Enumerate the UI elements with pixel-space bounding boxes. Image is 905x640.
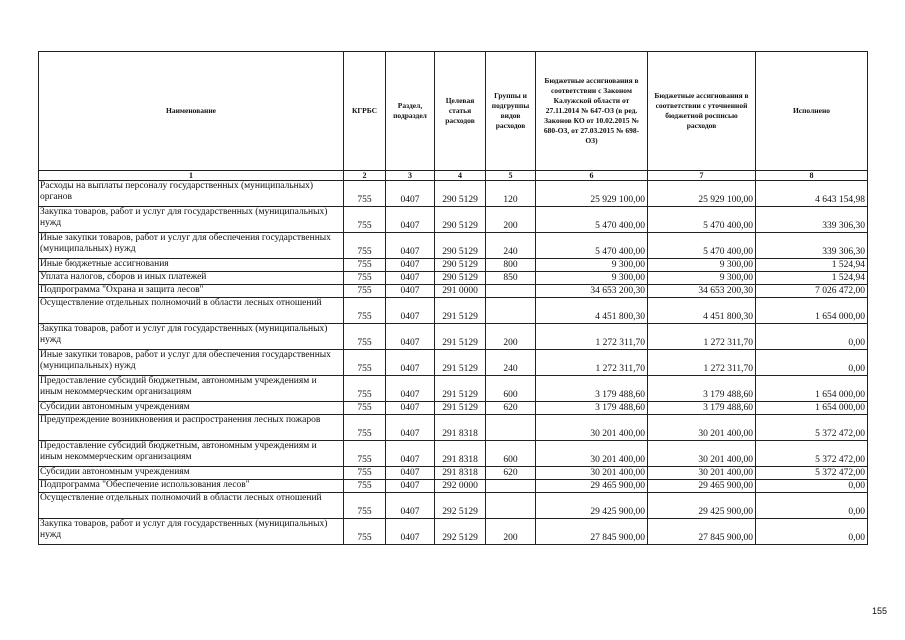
cell-target: 291 5129 xyxy=(435,402,486,415)
cell-kgrbs: 755 xyxy=(344,519,386,545)
cell-name: Иные бюджетные ассигнования xyxy=(39,259,344,272)
cell-kgrbs: 755 xyxy=(344,259,386,272)
cell-target: 291 8318 xyxy=(435,467,486,480)
cell-group: 240 xyxy=(486,233,536,259)
header-executed: Исполнено xyxy=(756,52,868,171)
budget-table-sheet xyxy=(38,51,867,545)
cell-roster-allocation: 5 470 400,00 xyxy=(648,207,756,233)
cell-executed: 1 654 000,00 xyxy=(756,402,868,415)
cell-executed: 339 306,30 xyxy=(756,207,868,233)
cell-roster-allocation: 29 425 900,00 xyxy=(648,493,756,519)
cell-name: Подпрограмма "Обеспечение использования лесов" xyxy=(39,480,344,493)
column-number: 7 xyxy=(648,171,756,181)
cell-target: 290 5129 xyxy=(435,272,486,285)
cell-roster-allocation: 3 179 488,60 xyxy=(648,376,756,402)
cell-kgrbs: 755 xyxy=(344,324,386,350)
cell-group: 620 xyxy=(486,402,536,415)
cell-law-allocation: 34 653 200,30 xyxy=(536,285,648,298)
cell-roster-allocation: 1 272 311,70 xyxy=(648,324,756,350)
cell-section: 0407 xyxy=(386,441,435,467)
cell-group: 240 xyxy=(486,350,536,376)
cell-target: 292 5129 xyxy=(435,519,486,545)
cell-roster-allocation: 9 300,00 xyxy=(648,272,756,285)
table-row xyxy=(39,181,868,207)
cell-target: 291 5129 xyxy=(435,324,486,350)
cell-executed: 1 654 000,00 xyxy=(756,298,868,324)
cell-executed: 5 372 472,00 xyxy=(756,441,868,467)
cell-law-allocation: 5 470 400,00 xyxy=(536,233,648,259)
cell-law-allocation: 29 425 900,00 xyxy=(536,493,648,519)
table-row xyxy=(39,376,868,402)
table-row xyxy=(39,207,868,233)
table-row xyxy=(39,272,868,285)
cell-target: 290 5129 xyxy=(435,181,486,207)
column-number: 4 xyxy=(435,171,486,181)
cell-name: Закупка товаров, работ и услуг для государственных (муниципальных) нужд xyxy=(39,324,344,350)
cell-kgrbs: 755 xyxy=(344,285,386,298)
cell-law-allocation: 29 465 900,00 xyxy=(536,480,648,493)
cell-group: 120 xyxy=(486,181,536,207)
header-roster-allocation: Бюджетные ассигнования в соответствии с уточненной бюджетной росписью расходов xyxy=(648,52,756,171)
cell-law-allocation: 9 300,00 xyxy=(536,259,648,272)
cell-law-allocation: 9 300,00 xyxy=(536,272,648,285)
table-row xyxy=(39,298,868,324)
cell-roster-allocation: 9 300,00 xyxy=(648,259,756,272)
cell-name: Осуществление отдельных полномочий в области лесных отношений xyxy=(39,493,344,519)
cell-law-allocation: 1 272 311,70 xyxy=(536,324,648,350)
cell-name: Иные закупки товаров, работ и услуг для обеспечения государственных (муниципальных) нужд xyxy=(39,233,344,259)
cell-law-allocation: 3 179 488,60 xyxy=(536,376,648,402)
cell-group: 850 xyxy=(486,272,536,285)
cell-group: 600 xyxy=(486,441,536,467)
cell-executed: 4 643 154,98 xyxy=(756,181,868,207)
column-number: 8 xyxy=(756,171,868,181)
cell-name: Иные закупки товаров, работ и услуг для обеспечения государственных (муниципальных) нужд xyxy=(39,350,344,376)
cell-name: Субсидии автономным учреждениям xyxy=(39,467,344,480)
cell-kgrbs: 755 xyxy=(344,415,386,441)
cell-roster-allocation: 25 929 100,00 xyxy=(648,181,756,207)
cell-roster-allocation: 30 201 400,00 xyxy=(648,441,756,467)
cell-section: 0407 xyxy=(386,324,435,350)
column-number: 5 xyxy=(486,171,536,181)
budget-table xyxy=(38,51,868,545)
cell-group xyxy=(486,285,536,298)
table-row xyxy=(39,467,868,480)
header-law-allocation: Бюджетные ассигнования в соответствии с Законом Калужской области от 27.11.2014 № 647-ОЗ (в ред. Законов КО от 10.02.2015 № 680-ОЗ, от 27.03.2015 № 698-ОЗ) xyxy=(536,52,648,171)
cell-section: 0407 xyxy=(386,285,435,298)
cell-target: 291 5129 xyxy=(435,376,486,402)
cell-law-allocation: 4 451 800,30 xyxy=(536,298,648,324)
cell-target: 290 5129 xyxy=(435,207,486,233)
cell-section: 0407 xyxy=(386,181,435,207)
cell-group xyxy=(486,415,536,441)
cell-roster-allocation: 5 470 400,00 xyxy=(648,233,756,259)
cell-name: Предоставление субсидий бюджетным, автономным учреждениям и иным некоммерческим организациям xyxy=(39,441,344,467)
cell-target: 291 8318 xyxy=(435,415,486,441)
cell-target: 290 5129 xyxy=(435,259,486,272)
cell-executed: 0,00 xyxy=(756,324,868,350)
cell-section: 0407 xyxy=(386,350,435,376)
cell-kgrbs: 755 xyxy=(344,493,386,519)
cell-executed: 0,00 xyxy=(756,480,868,493)
cell-target: 292 0000 xyxy=(435,480,486,493)
cell-kgrbs: 755 xyxy=(344,402,386,415)
cell-group: 620 xyxy=(486,467,536,480)
column-number: 1 xyxy=(39,171,344,181)
cell-roster-allocation: 4 451 800,30 xyxy=(648,298,756,324)
cell-kgrbs: 755 xyxy=(344,441,386,467)
cell-target: 292 5129 xyxy=(435,493,486,519)
cell-group xyxy=(486,298,536,324)
cell-section: 0407 xyxy=(386,415,435,441)
cell-kgrbs: 755 xyxy=(344,350,386,376)
cell-group: 800 xyxy=(486,259,536,272)
table-row xyxy=(39,415,868,441)
cell-section: 0407 xyxy=(386,467,435,480)
cell-target: 291 5129 xyxy=(435,298,486,324)
cell-name: Закупка товаров, работ и услуг для государственных (муниципальных) нужд xyxy=(39,207,344,233)
cell-executed: 0,00 xyxy=(756,493,868,519)
cell-roster-allocation: 3 179 488,60 xyxy=(648,402,756,415)
cell-target: 290 5129 xyxy=(435,233,486,259)
cell-executed: 1 524,94 xyxy=(756,272,868,285)
cell-kgrbs: 755 xyxy=(344,272,386,285)
table-row xyxy=(39,259,868,272)
column-number: 3 xyxy=(386,171,435,181)
table-row xyxy=(39,350,868,376)
header-section: Раздел, подраздел xyxy=(386,52,435,171)
cell-roster-allocation: 1 272 311,70 xyxy=(648,350,756,376)
cell-law-allocation: 3 179 488,60 xyxy=(536,402,648,415)
cell-section: 0407 xyxy=(386,298,435,324)
cell-section: 0407 xyxy=(386,519,435,545)
cell-name: Предоставление субсидий бюджетным, автономным учреждениям и иным некоммерческим организациям xyxy=(39,376,344,402)
table-row xyxy=(39,519,868,545)
cell-target: 291 8318 xyxy=(435,441,486,467)
cell-executed: 1 654 000,00 xyxy=(756,376,868,402)
cell-section: 0407 xyxy=(386,207,435,233)
cell-group xyxy=(486,493,536,519)
cell-executed: 5 372 472,00 xyxy=(756,467,868,480)
cell-law-allocation: 30 201 400,00 xyxy=(536,415,648,441)
header-row xyxy=(39,52,868,171)
table-row xyxy=(39,402,868,415)
cell-executed: 0,00 xyxy=(756,350,868,376)
table-row xyxy=(39,285,868,298)
cell-executed: 339 306,30 xyxy=(756,233,868,259)
cell-law-allocation: 25 929 100,00 xyxy=(536,181,648,207)
table-row xyxy=(39,441,868,467)
cell-executed: 5 372 472,00 xyxy=(756,415,868,441)
cell-kgrbs: 755 xyxy=(344,298,386,324)
header-group: Группы и подгруппы видов расходов xyxy=(486,52,536,171)
page-number: 155 xyxy=(871,606,887,616)
cell-kgrbs: 755 xyxy=(344,181,386,207)
cell-roster-allocation: 30 201 400,00 xyxy=(648,467,756,480)
table-row xyxy=(39,233,868,259)
cell-group xyxy=(486,480,536,493)
cell-name: Субсидии автономным учреждениям xyxy=(39,402,344,415)
table-row xyxy=(39,493,868,519)
cell-executed: 0,00 xyxy=(756,519,868,545)
cell-section: 0407 xyxy=(386,493,435,519)
cell-kgrbs: 755 xyxy=(344,233,386,259)
cell-group: 200 xyxy=(486,324,536,350)
header-kgrbs: КГРБС xyxy=(344,52,386,171)
cell-kgrbs: 755 xyxy=(344,207,386,233)
cell-section: 0407 xyxy=(386,259,435,272)
cell-section: 0407 xyxy=(386,402,435,415)
cell-roster-allocation: 30 201 400,00 xyxy=(648,415,756,441)
cell-law-allocation: 30 201 400,00 xyxy=(536,467,648,480)
cell-roster-allocation: 34 653 200,30 xyxy=(648,285,756,298)
cell-section: 0407 xyxy=(386,480,435,493)
cell-group: 200 xyxy=(486,207,536,233)
column-number-row xyxy=(39,171,868,181)
header-name: Наименование xyxy=(39,52,344,171)
cell-target: 291 5129 xyxy=(435,350,486,376)
cell-law-allocation: 27 845 900,00 xyxy=(536,519,648,545)
cell-name: Подпрограмма "Охрана и защита лесов" xyxy=(39,285,344,298)
cell-section: 0407 xyxy=(386,233,435,259)
cell-executed: 1 524,94 xyxy=(756,259,868,272)
cell-name: Уплата налогов, сборов и иных платежей xyxy=(39,272,344,285)
cell-section: 0407 xyxy=(386,272,435,285)
header-target: Целевая статья расходов xyxy=(435,52,486,171)
cell-executed: 7 026 472,00 xyxy=(756,285,868,298)
cell-name: Предупреждение возникновения и распространения лесных пожаров xyxy=(39,415,344,441)
column-number: 2 xyxy=(344,171,386,181)
cell-name: Расходы на выплаты персоналу государственных (муниципальных) органов xyxy=(39,181,344,207)
cell-target: 291 0000 xyxy=(435,285,486,298)
cell-law-allocation: 30 201 400,00 xyxy=(536,441,648,467)
cell-law-allocation: 5 470 400,00 xyxy=(536,207,648,233)
cell-section: 0407 xyxy=(386,376,435,402)
table-row xyxy=(39,324,868,350)
cell-kgrbs: 755 xyxy=(344,480,386,493)
column-number: 6 xyxy=(536,171,648,181)
cell-name: Закупка товаров, работ и услуг для государственных (муниципальных) нужд xyxy=(39,519,344,545)
cell-kgrbs: 755 xyxy=(344,467,386,480)
cell-group: 200 xyxy=(486,519,536,545)
cell-group: 600 xyxy=(486,376,536,402)
cell-law-allocation: 1 272 311,70 xyxy=(536,350,648,376)
cell-name: Осуществление отдельных полномочий в области лесных отношений xyxy=(39,298,344,324)
cell-roster-allocation: 29 465 900,00 xyxy=(648,480,756,493)
cell-roster-allocation: 27 845 900,00 xyxy=(648,519,756,545)
cell-kgrbs: 755 xyxy=(344,376,386,402)
table-body xyxy=(39,181,868,545)
table-row xyxy=(39,480,868,493)
